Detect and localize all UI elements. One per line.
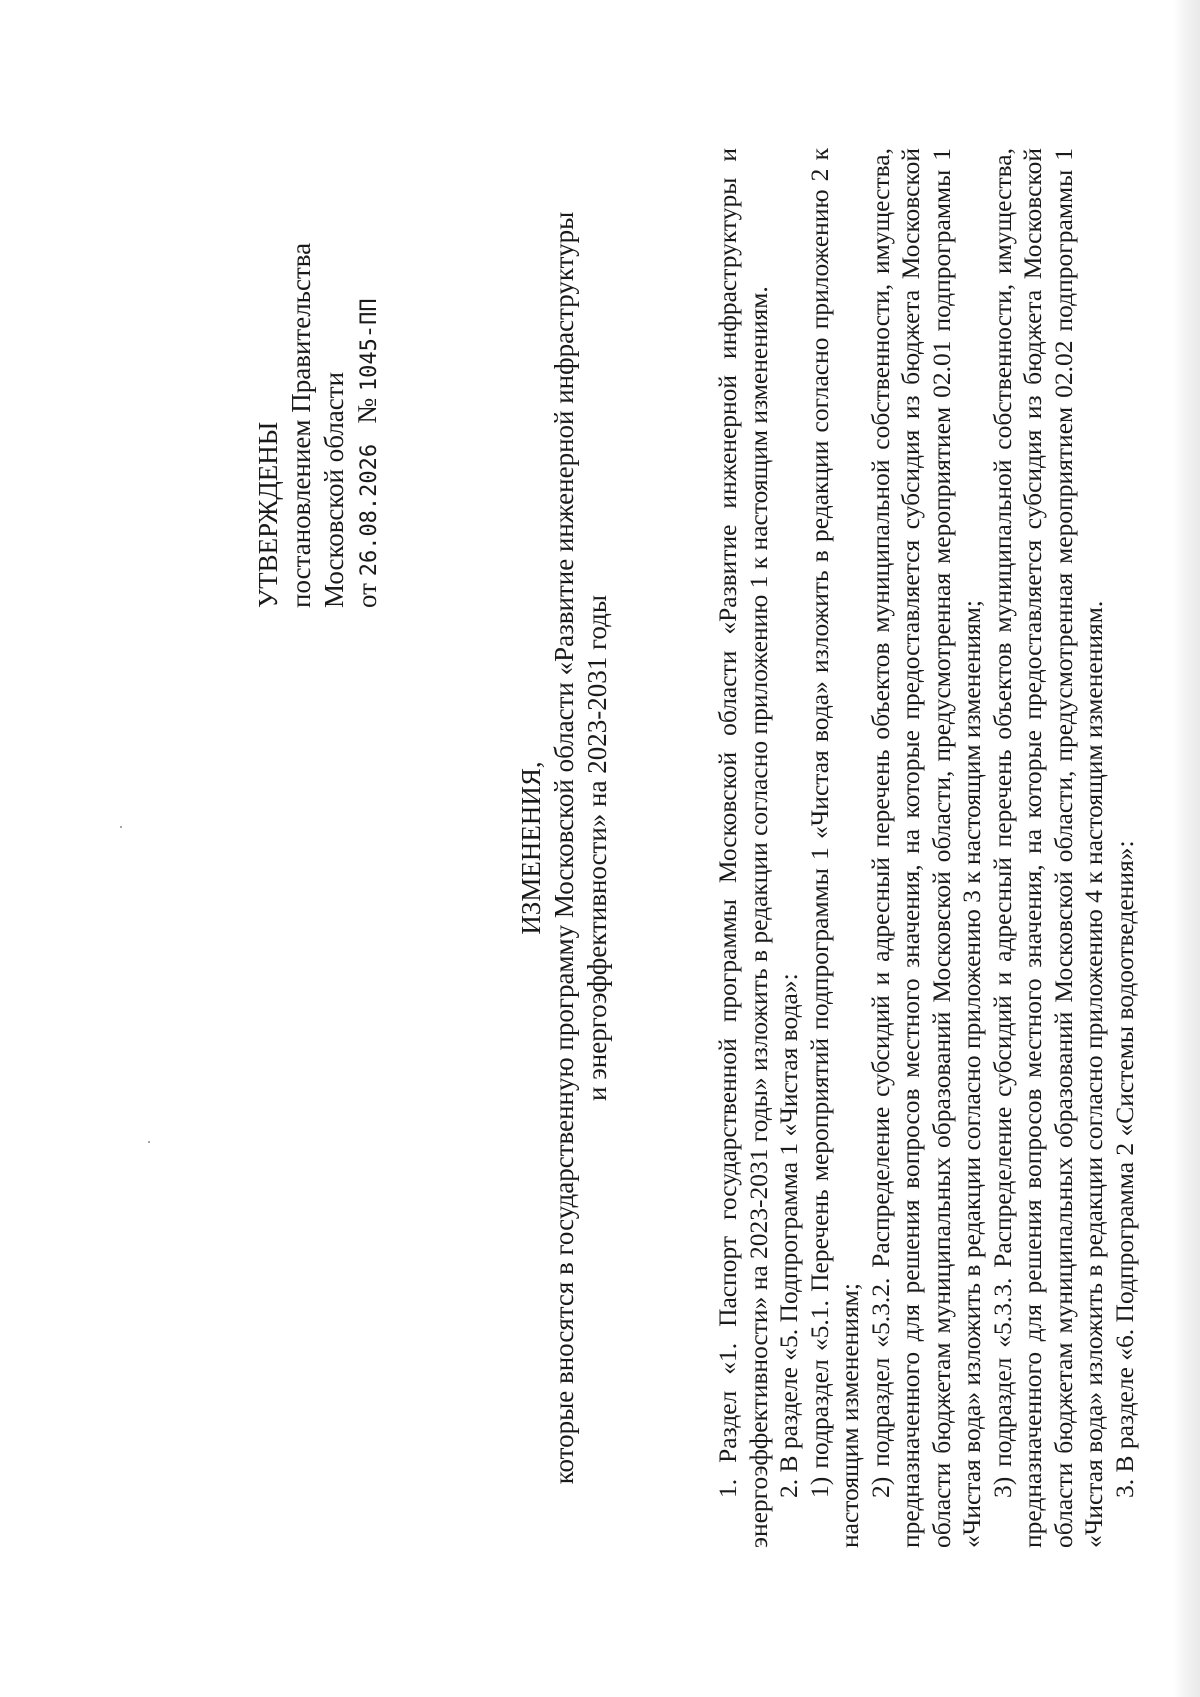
approval-stamp bbox=[252, 188, 386, 608]
approval-line-government: постановлением Правительства bbox=[286, 242, 316, 608]
document-page bbox=[80, 68, 1139, 1628]
number-prefix: № bbox=[352, 397, 382, 424]
document-subtitle-line1: которые вносятся в государственную программу Московской области «Развитие инженерной инфраструктуры bbox=[549, 211, 579, 1485]
approval-date-line bbox=[351, 188, 386, 608]
approval-line-region: Московской области bbox=[319, 371, 349, 608]
approval-number: 1045-ПП bbox=[357, 298, 382, 392]
document-subtitle-line2: и энергоэффективности» на 2023-2031 годы bbox=[582, 595, 612, 1101]
date-prefix: от bbox=[352, 583, 382, 608]
paragraph: 2. В разделе «5. Подпрограмма 1 «Чистая вода»: bbox=[774, 973, 803, 1498]
paragraph: 1) подраздел «5.1. Перечень мероприятий подпрограммы 1 «Чистая вода» изложить в редакции согласно приложению 2 к настоящим изменениям; bbox=[804, 148, 864, 1548]
paragraph: 3) подраздел «5.3.3. Распределение субсидий и адресный перечень объектов муниципальной собственности, имущества, предназначенного для решения вопросов местного значения, на которые предоставляется субсидия из бюджета Московской области бюджетам муниципальных образований Московской области, предусмотренная мероприятием 02.02 подпрограммы 1 «Чистая вода» изложить в редакции согласно приложению 4 к настоящим изменениям. bbox=[987, 148, 1108, 1548]
paragraph: 1. Раздел «1. Паспорт государственной программы Московской области «Развитие инженерной инфраструктуры и энергоэффективности» на 2023-2031 годы» изложить в редакции согласно приложению 1 к настоящим изменениям. bbox=[713, 148, 773, 1548]
scan-shadow-edge bbox=[1174, 0, 1200, 1697]
paragraph: 2) подраздел «5.3.2. Распределение субсидий и адресный перечень объектов муниципальной собственности, имущества, предназначенного для решения вопросов местного значения, на которые предоставляется субсидия из бюджета Московской области бюджетам муниципальных образований Московской области, предусмотренная мероприятием 02.01 подпрограммы 1 «Чистая вода» изложить в редакции согласно приложению 3 к настоящим изменениям; bbox=[865, 148, 986, 1548]
document-body bbox=[713, 148, 1140, 1548]
document-title: ИЗМЕНЕНИЯ, bbox=[516, 761, 546, 935]
approval-date: 26.08.2026 bbox=[357, 443, 382, 577]
paragraph: 3. В разделе «6. Подпрограмма 2 «Системы водоотведения»: bbox=[1109, 840, 1139, 1498]
document-heading bbox=[515, 68, 614, 1628]
approval-title: УТВЕРЖДЕНЫ bbox=[253, 421, 283, 608]
